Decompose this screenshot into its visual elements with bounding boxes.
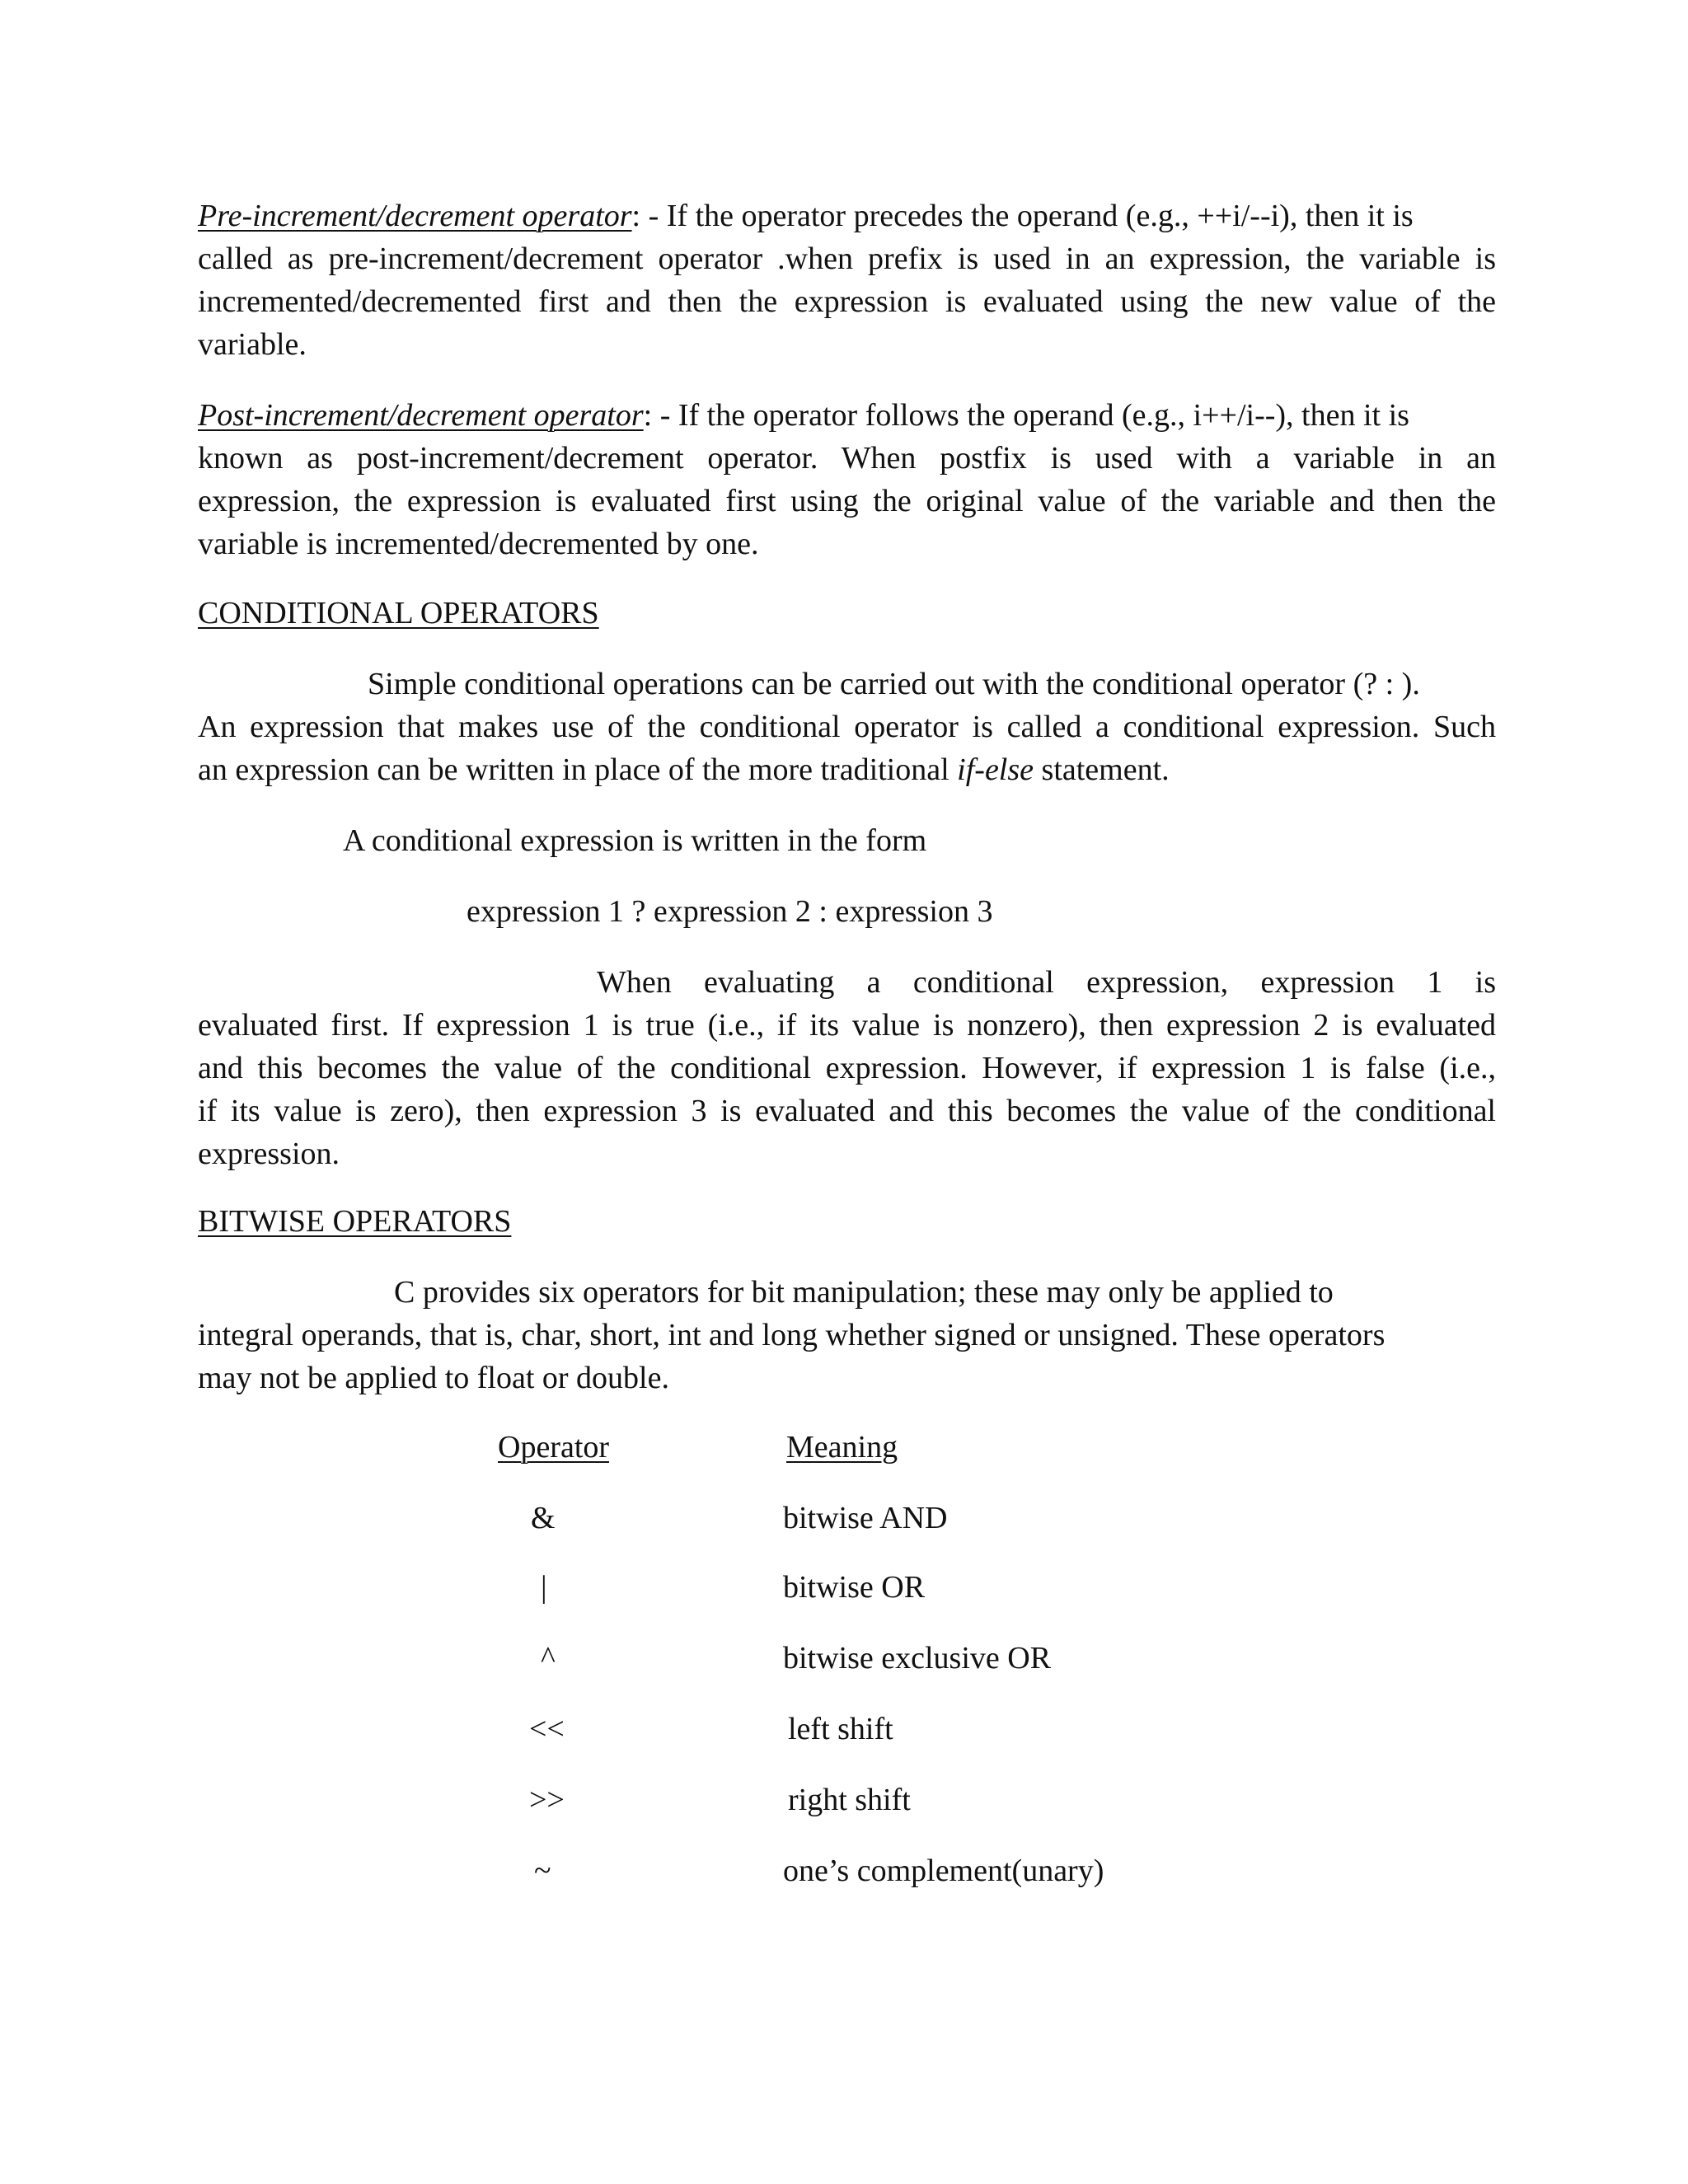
table-row-meaning: one’s complement(unary) <box>783 1854 1104 1888</box>
table-row-op: ^ <box>541 1641 556 1675</box>
table-row-meaning: left shift <box>788 1712 893 1746</box>
conditional-p1-line-2: An expression that makes use of the conditional operator is called a conditional expression. Such <box>198 710 1496 744</box>
conditional-p1-line-3 <box>198 748 1496 791</box>
post-term: Post-increment/decrement operator <box>198 398 644 433</box>
post-paragraph-line-4: variable is incremented/decremented by one. <box>198 527 759 561</box>
if-else-term: if-else <box>957 752 1034 787</box>
pre-paragraph-line-2: called as pre-increment/decrement operator .when prefix is used in an expression, the variable is <box>198 241 1496 276</box>
conditional-p1-line-3-b: statement. <box>1034 752 1170 787</box>
post-paragraph-line-1 <box>198 394 1496 437</box>
bitwise-p-line-2: integral operands, that is, char, short, int and long whether signed or unsigned. These operators <box>198 1318 1386 1352</box>
table-row-meaning: right shift <box>788 1783 911 1817</box>
table-row-meaning: bitwise AND <box>783 1501 948 1535</box>
pre-term: Pre-increment/decrement operator <box>198 199 632 233</box>
conditional-p2-line-4: if its value is zero), then expression 3 is evaluated and this becomes the value of the conditional <box>198 1094 1496 1128</box>
pre-line-1-rest: : - If the operator precedes the operand (e.g., ++i/--i), then it is <box>631 199 1414 233</box>
bitwise-heading: BITWISE OPERATORS <box>198 1204 512 1239</box>
post-paragraph-line-2: known as post-increment/decrement operator. When postfix is used with a variable in an <box>198 441 1496 476</box>
table-header-operator: Operator <box>498 1430 610 1465</box>
bitwise-p-line-3: may not be applied to float or double. <box>198 1361 669 1395</box>
conditional-form-intro: A conditional expression is written in the form <box>343 823 927 858</box>
table-row-op: << <box>529 1712 565 1746</box>
conditional-p1-line-3-a: an expression can be written in place of the more traditional <box>198 752 958 787</box>
post-line-1-rest: : - If the operator follows the operand (e.g., i++/i--), then it is <box>643 398 1409 433</box>
table-row-op: | <box>541 1570 547 1605</box>
table-row-op: & <box>531 1501 556 1535</box>
pre-paragraph-line-3: incremented/decremented first and then the expression is evaluated using the new value of the <box>198 284 1496 319</box>
table-row-meaning: bitwise exclusive OR <box>783 1641 1052 1675</box>
post-paragraph-line-3: expression, the expression is evaluated first using the original value of the variable and then the <box>198 484 1496 518</box>
pre-paragraph-line-4: variable. <box>198 327 307 362</box>
conditional-p2-line-2: evaluated first. If expression 1 is true (i.e., if its value is nonzero), then expression 2 is evaluated <box>198 1008 1496 1043</box>
table-row-op: >> <box>529 1783 565 1817</box>
conditional-p1-line-1: Simple conditional operations can be carried out with the conditional operator (? : ). <box>368 667 1420 701</box>
bitwise-p-line-1: C provides six operators for bit manipulation; these may only be applied to <box>394 1275 1334 1310</box>
conditional-p2-line-1: When evaluating a conditional expression, expression 1 is <box>597 965 1496 1000</box>
conditional-form-expression: expression 1 ? expression 2 : expression 3 <box>467 894 993 929</box>
pre-paragraph-line-1 <box>198 194 1496 237</box>
table-row-meaning: bitwise OR <box>783 1570 926 1605</box>
conditional-p2-line-5: expression. <box>198 1137 340 1171</box>
table-row-op: ~ <box>534 1854 551 1888</box>
conditional-heading: CONDITIONAL OPERATORS <box>198 596 599 630</box>
conditional-p2-line-3: and this becomes the value of the conditional expression. However, if expression 1 is false (i.e., <box>198 1051 1496 1085</box>
table-header-meaning: Meaning <box>786 1430 898 1465</box>
